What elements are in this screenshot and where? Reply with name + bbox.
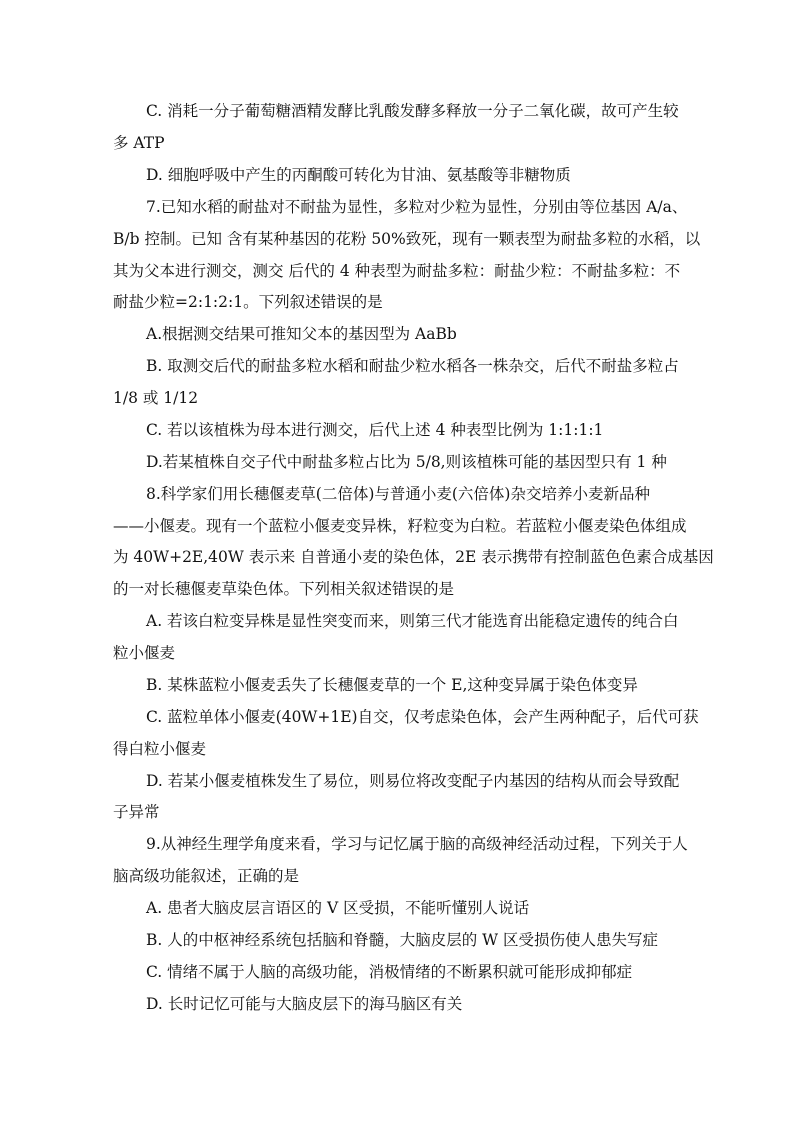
q8-option-a-line1: A. 若该白粒变异株是显性突变而来，则第三代才能选育出能稳定遗传的纯合白 [146, 612, 679, 630]
q9-stem-line1: 9.从神经生理学角度来看，学习与记忆属于脑的高级神经活动过程，下列关于人 [146, 835, 688, 853]
q6-option-d: D. 细胞呼吸中产生的丙酮酸可转化为甘油、氨基酸等非糖物质 [146, 166, 571, 184]
q7-option-b-line1: B. 取测交后代的耐盐多粒水稻和耐盐少粒水稻各一株杂交，后代不耐盐多粒占 [146, 357, 679, 375]
q6-option-c-line2: 多 ATP [113, 134, 165, 152]
q8-stem-line1: 8.科学家们用长穗偃麦草(二倍体)与普通小麦(六倍体)杂交培养小麦新品种 [146, 485, 650, 503]
q8-stem-line4: 的一对长穗偃麦草染色体。下列相关叙述错误的是 [113, 580, 455, 598]
q8-option-b: B. 某株蓝粒小偃麦丢失了长穗偃麦草的一个 E,这种变异属于染色体变异 [146, 676, 638, 694]
q9-option-a: A. 患者大脑皮层言语区的 V 区受损，不能听懂别人说话 [146, 899, 530, 917]
q8-option-a-line2: 粒小偃麦 [113, 644, 176, 662]
q9-stem-line2: 脑高级功能叙述，正确的是 [113, 867, 300, 885]
q7-option-c: C. 若以该植株为母本进行测交，后代上述 4 种表型比例为 1:1:1:1 [146, 421, 604, 439]
q7-option-b-line2: 1/8 或 1/12 [113, 389, 199, 407]
q8-option-d-line1: D. 若某小偃麦植株发生了易位，则易位将改变配子内基因的结构从而会导致配 [146, 772, 680, 790]
q7-stem-line4: 耐盐少粒=2:1:2:1。下列叙述错误的是 [113, 293, 383, 311]
q7-stem-line3: 其为父本进行测交，测交 后代的 4 种表型为耐盐多粒：耐盐少粒：不耐盐多粒：不 [113, 262, 681, 280]
q9-option-b: B. 人的中枢神经系统包括脑和脊髓，大脑皮层的 W 区受损伤使人患失写症 [146, 931, 659, 949]
q8-option-c-line1: C. 蓝粒单体小偃麦(40W+1E)自交，仅考虑染色体，会产生两种配子，后代可获 [146, 708, 699, 726]
q6-option-c-line1: C. 消耗一分子葡萄糖酒精发酵比乳酸发酵多释放一分子二氧化碳，故可产生较 [146, 102, 679, 120]
q8-option-d-line2: 子异常 [113, 803, 160, 821]
q9-option-d: D. 长时记忆可能与大脑皮层下的海马脑区有关 [146, 995, 463, 1013]
q8-option-c-line2: 得白粒小偃麦 [113, 740, 207, 758]
q7-option-a: A.根据测交结果可推知父本的基因型为 AaBb [146, 325, 457, 343]
q8-stem-line2: ——小偃麦。现有一个蓝粒小偃麦变异株，籽粒变为白粒。若蓝粒小偃麦染色体组成 [113, 517, 687, 535]
q7-stem-line1: 7.已知水稻的耐盐对不耐盐为显性，多粒对少粒为显性，分别由等位基因 A/a、 [146, 198, 688, 216]
q9-option-c: C. 情绪不属于人脑的高级功能，消极情绪的不断累积就可能形成抑郁症 [146, 963, 633, 981]
q7-stem-line2: B/b 控制。已知 含有某种基因的花粉 50%致死，现有一颗表型为耐盐多粒的水稻，以 [113, 230, 701, 248]
q8-stem-line3: 为 40W+2E,40W 表示来 自普通小麦的染色体，2E 表示携带有控制蓝色色素合成基因 [113, 548, 714, 566]
q7-option-d: D.若某植株自交子代中耐盐多粒占比为 5/8,则该植株可能的基因型只有 1 种 [146, 453, 667, 471]
